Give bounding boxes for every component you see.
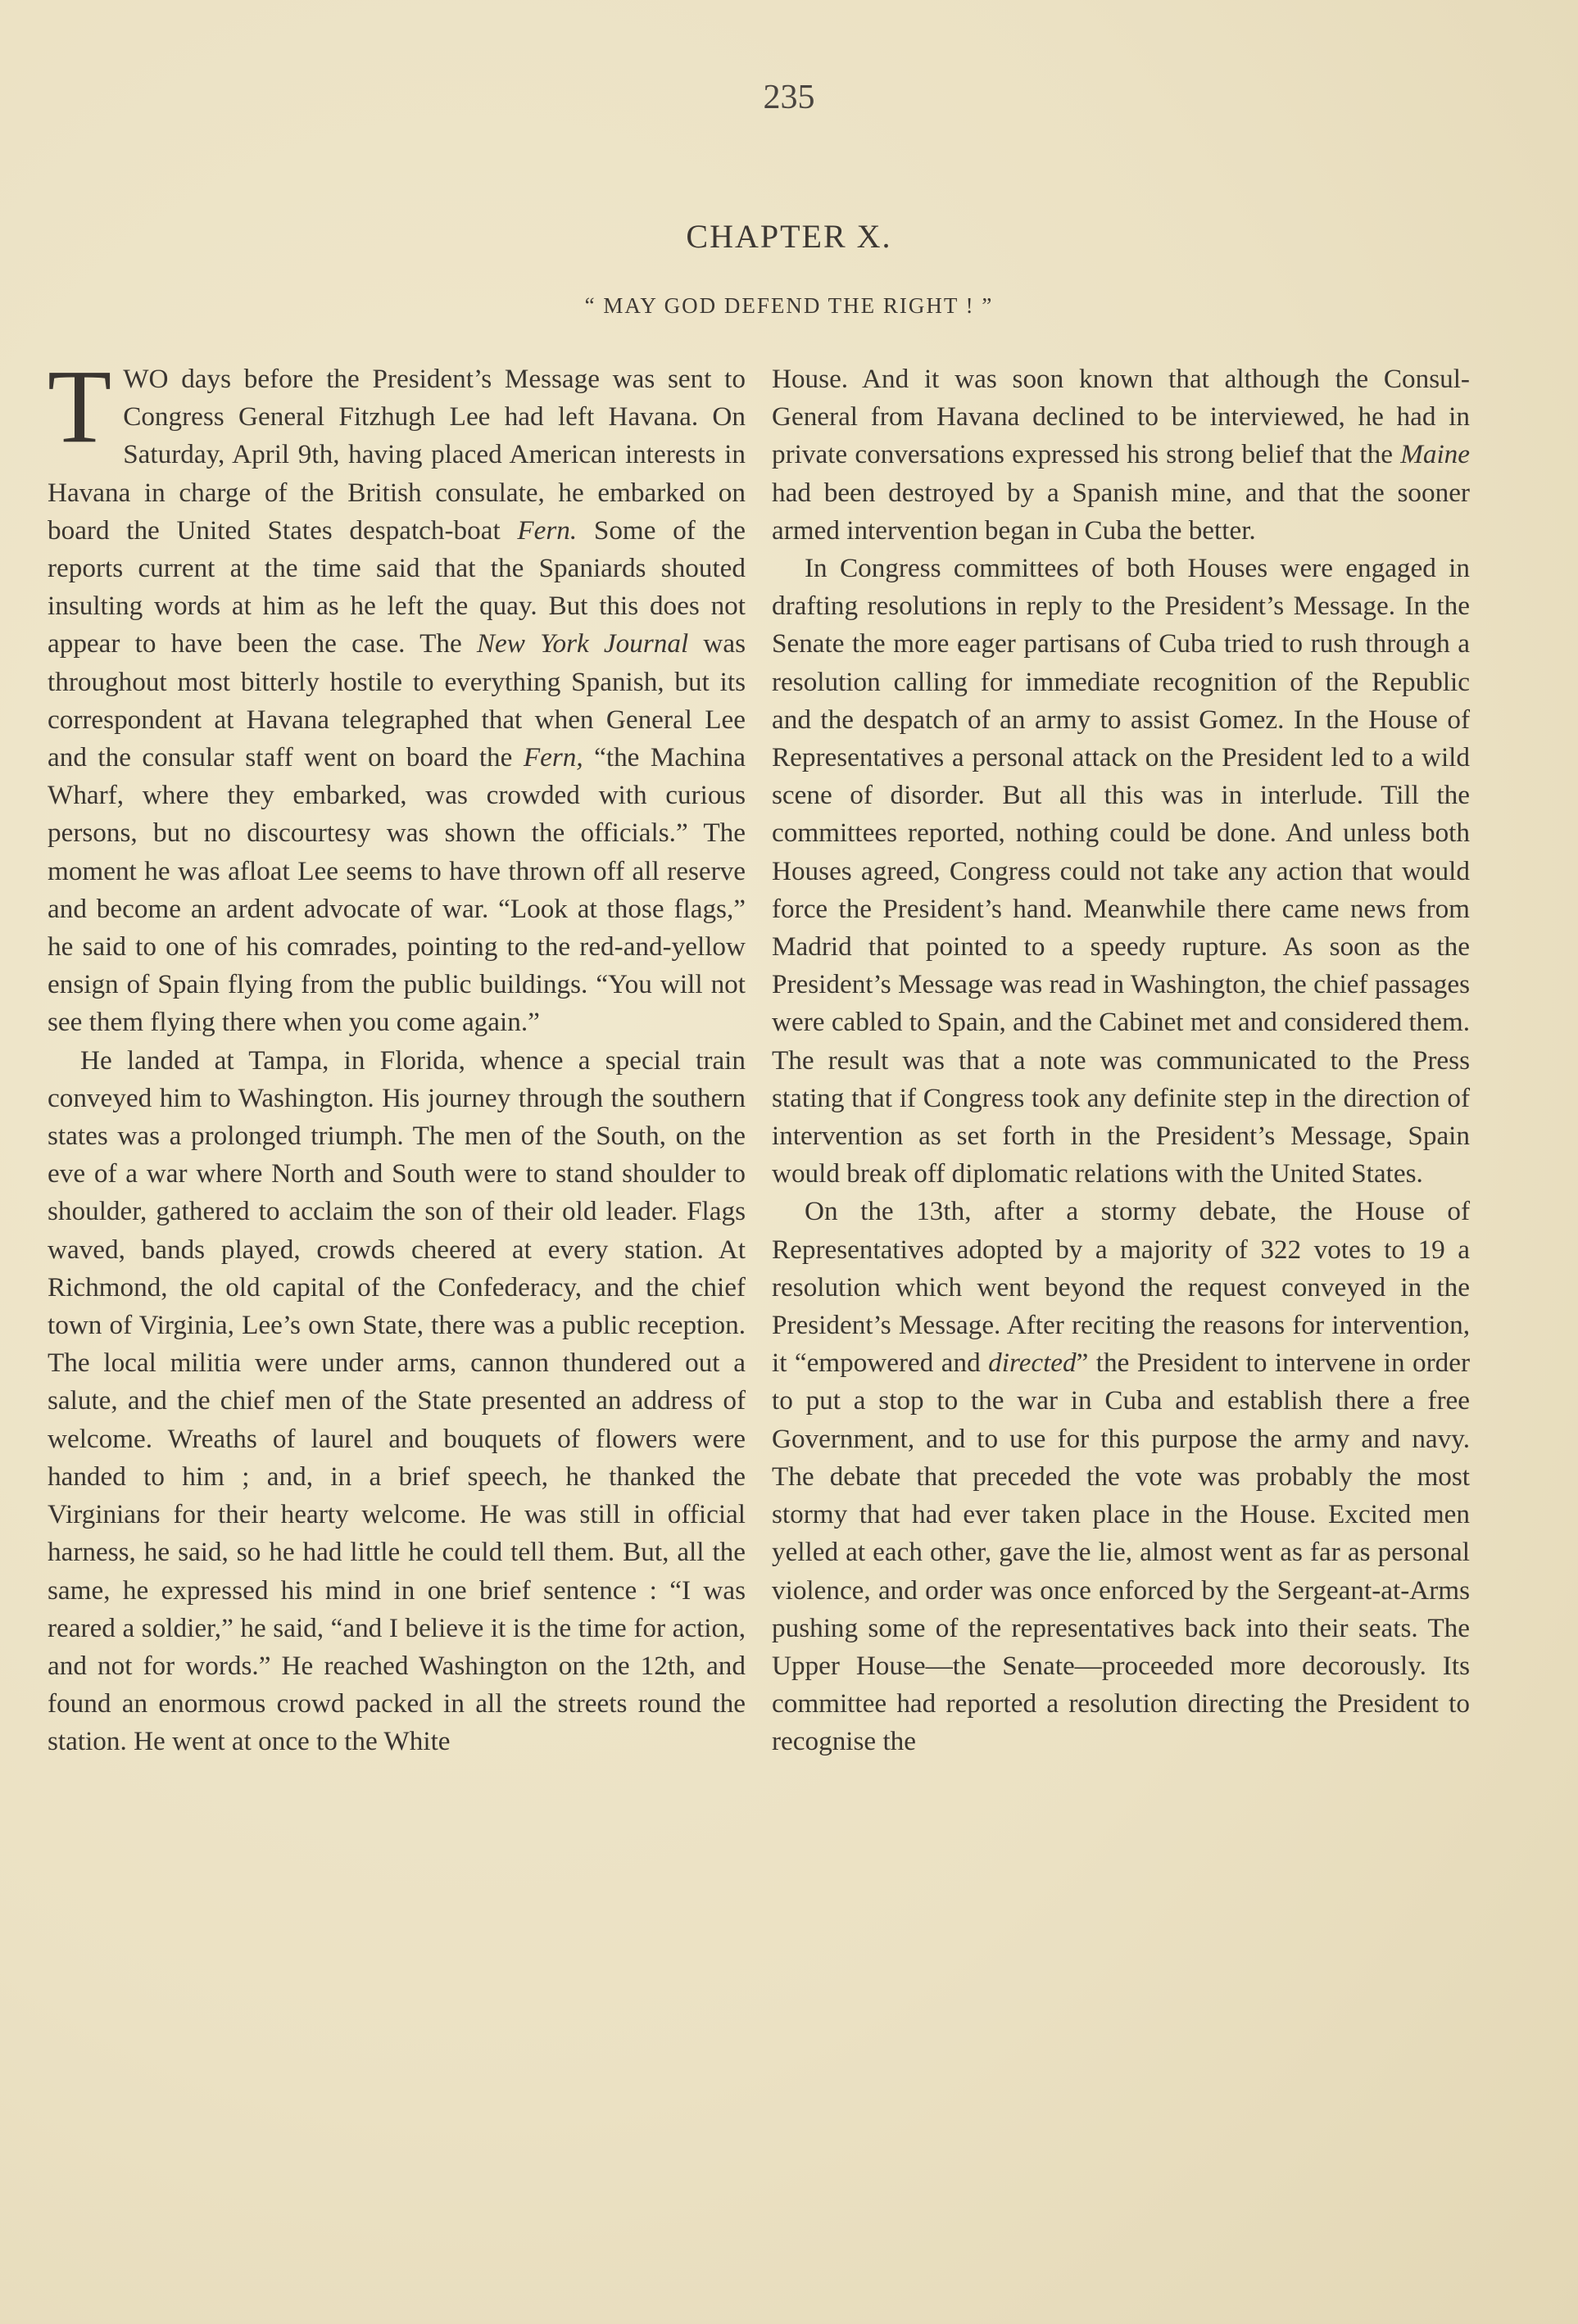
left-column [48, 348, 746, 1761]
ship-name: Fern. [517, 514, 578, 546]
paragraph [48, 348, 746, 1042]
text-run: was throughout most bitterly hostile to everything Spanish, but its correspondent at Havana telegraphed that when General Lee and the consular staff went on board the [48, 628, 746, 773]
paragraph: In Congress committees of both Houses were engaged in drafting resolutions in reply to the President’s Message. In the Senate the more eager partisans of Cuba tried to rush through a resolution calling for immediate recognition of the Republic and the despatch of an army to assist Gomez. In the House of Representatives a personal attack on the President led to a wild scene of disorder. But all this was in interlude. Till the committees reported, nothing could be done. And unless both Houses agreed, Congress could not take any action that would force the President’s hand. Meanwhile there came news from Madrid that pointed to a speedy rupture. As soon as the President’s Message was read in Washington, the chief passages were cabled to Spain, and the Cabinet met and considered them. The result was that a note was communicated to the Press stating that if Congress took any definite step in the direction of intervention as set forth in the President’s Message, Spain would break off diplomatic relations with the United States. [772, 553, 1470, 1189]
paragraph [772, 360, 1470, 550]
paragraph: He landed at Tampa, in Florida, whence a special train conveyed him to Washington. His journey through the southern states was a prolonged triumph. The men of the South, on the eve of a war where North and South were to stand shoulder to shoulder, gathered to acclaim the son of their old leader. Flags waved, bands played, crowds cheered at every station. At Richmond, the old capital of the Confederacy, and the chief town of Virginia, Lee’s own State, there was a public reception. The local militia were under arms, cannon thundered out a salute, and the chief men of the State presented an address of welcome. Wreaths of laurel and bouquets of flowers were handed to him ; and, in a brief speech, he thanked the Virginians for their hearty welcome. He was still in official harness, he said, so he had little he could tell them. But, all the same, he expressed his mind in one brief sentence : “I was reared a soldier,” he said, “and I believe it is the time for action, and not for words.” He reached Washington on the 12th, and found an enormous crowd packed in all the streets round the station. He went at once to the White [48, 1044, 746, 1757]
text-run: WO days before the President’s Message was sent to Congress General Fitzhugh Lee had left Havana. On Saturday, April 9th, having placed American interests in Havana in charge of the British consulate, he embarked on board the United States despatch-boat [48, 364, 746, 546]
chapter-subtitle: “ MAY GOD DEFEND THE RIGHT ! ” [584, 293, 994, 318]
emphasis: directed [988, 1348, 1077, 1379]
text-run: had been destroyed by a Spanish mine, and that the sooner armed intervention began in Cuba the better. [772, 477, 1470, 546]
page-number: 235 [763, 79, 815, 116]
text-run: House. And it was soon known that although the Consul-General from Havana declined to be interviewed, he had in private conversations expressed his strong belief that the [772, 364, 1470, 470]
drop-cap: T [48, 348, 112, 464]
newspaper-name: New York Journal [476, 628, 689, 659]
text-run: ” the President to intervene in order to put a stop to the war in Cuba and establish there a free Government, and to use for this purpose the army and navy. The debate that preceded the vote was probably the most stormy that had ever taken place in the House. Excited men yelled at each other, gave the lie, almost went as far as personal violence, and order was once enforced by the Sergeant-at-Arms pushing some of the representatives back into their seats. The Upper House—the Senate—proceeded more decorously. Its committee had reported a resolution directing the President to recognise the [772, 1348, 1470, 1757]
text-run: “the Machina Wharf, where they embarked, was crowded with curious persons, but no discourtesy was shown the officials.” The moment he was afloat Lee seems to have thrown off all reserve and become an ardent advocate of war. “Look at those flags,” he said to one of his comrades, pointing to the red-and-yellow ensign of Spain flying from the public buildings. “You will not see them flying there when you come again.” [48, 742, 746, 1038]
ship-name: Maine [1400, 439, 1470, 470]
chapter-title: CHAPTER X. [686, 218, 892, 255]
paragraph [772, 1193, 1470, 1760]
ship-name: Fern, [523, 742, 583, 773]
text-run: Some of the reports current at the time said that the Spaniards shouted insulting words at him as he left the quay. But this does not appear to have been the case. The [48, 514, 746, 659]
right-column [772, 360, 1470, 1761]
text-run: On the 13th, after a stormy debate, the House of Representatives adopted by a majority of 322 votes to 19 a resolution which went beyond the request conveyed in the President’s Message. After reciting the reasons for intervention, it “empowered and [772, 1196, 1470, 1379]
